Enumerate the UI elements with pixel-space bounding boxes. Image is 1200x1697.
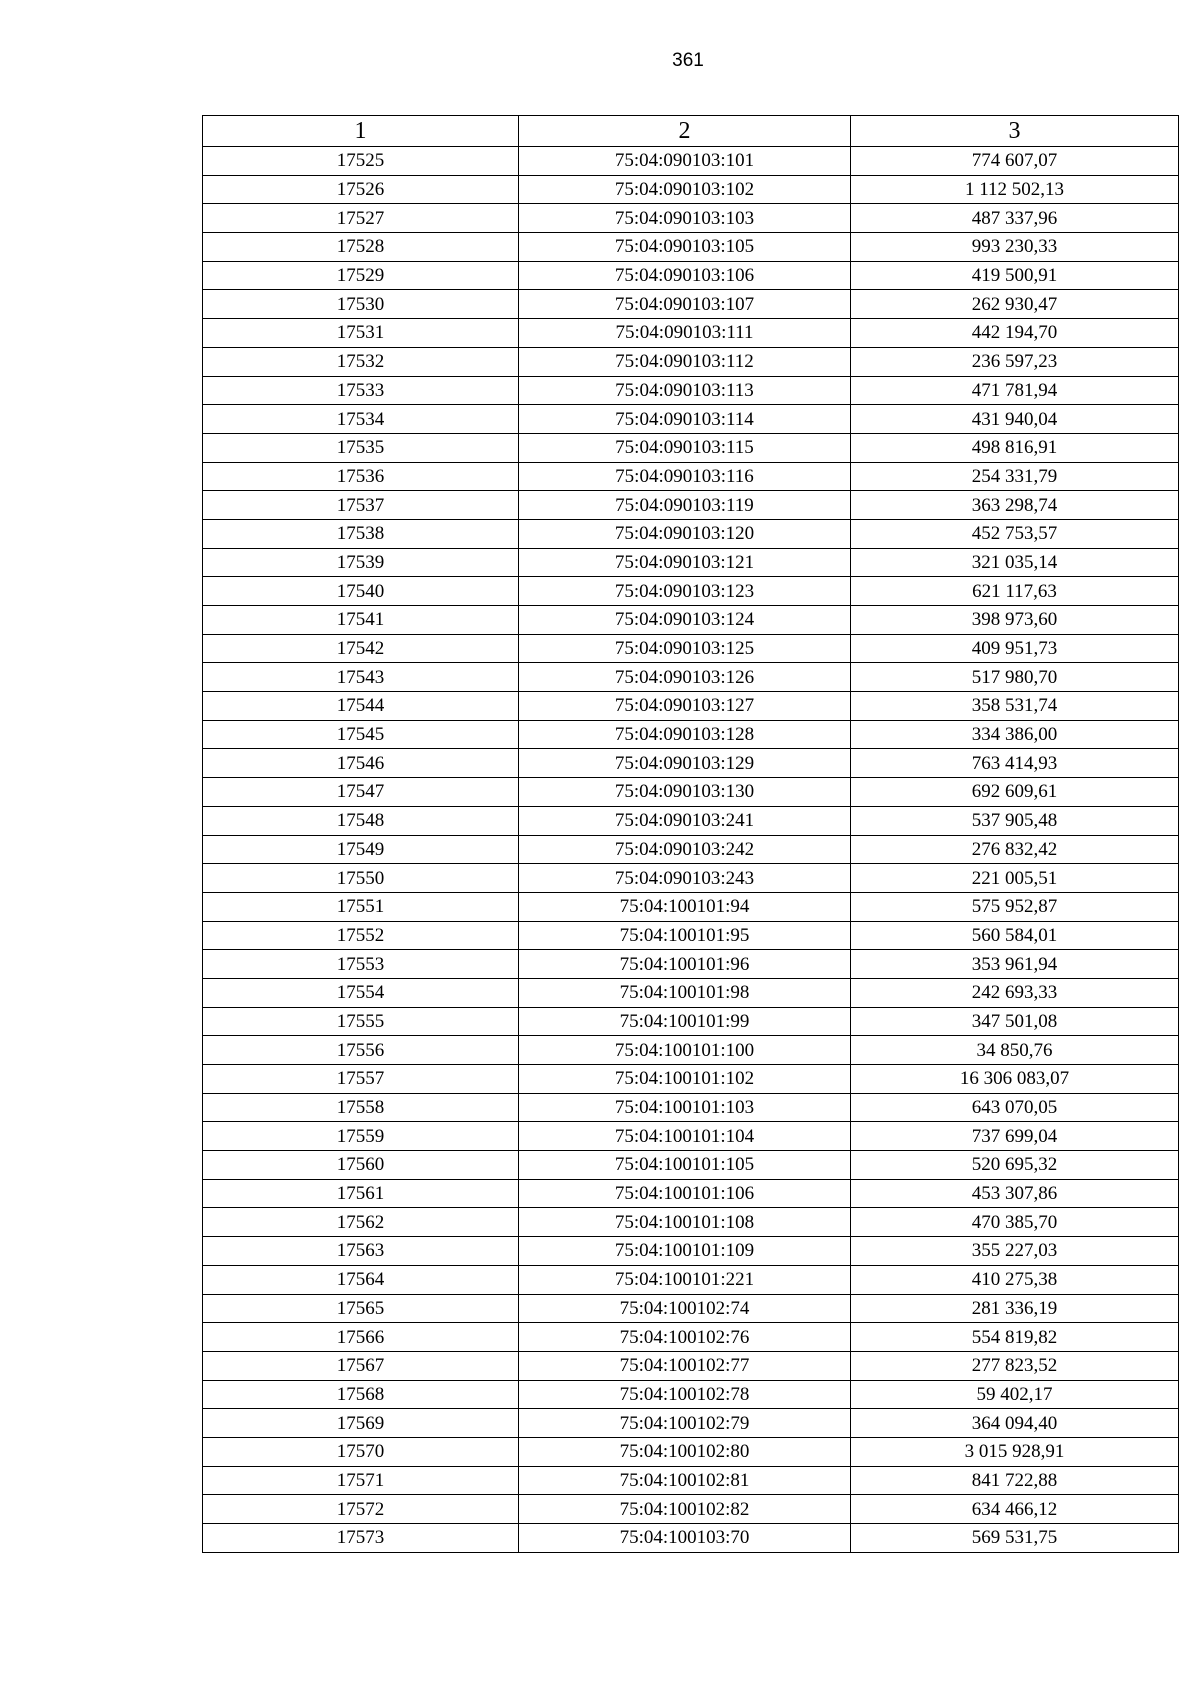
cadastral-number-cell: 75:04:090103:128 [519, 720, 851, 749]
row-number-cell: 17545 [203, 720, 519, 749]
cadastral-number-cell: 75:04:100101:102 [519, 1065, 851, 1094]
value-cell: 621 117,63 [851, 577, 1179, 606]
row-number-cell: 17543 [203, 663, 519, 692]
value-cell: 453 307,86 [851, 1179, 1179, 1208]
cadastral-number-cell: 75:04:100101:106 [519, 1179, 851, 1208]
value-cell: 470 385,70 [851, 1208, 1179, 1237]
value-cell: 262 930,47 [851, 290, 1179, 319]
table-row [203, 634, 1179, 663]
cadastral-number-cell: 75:04:090103:243 [519, 864, 851, 893]
table-row [203, 1294, 1179, 1323]
value-cell: 254 331,79 [851, 462, 1179, 491]
value-cell: 517 980,70 [851, 663, 1179, 692]
table-row [203, 1151, 1179, 1180]
row-number-cell: 17551 [203, 892, 519, 921]
row-number-cell: 17567 [203, 1351, 519, 1380]
value-cell: 277 823,52 [851, 1351, 1179, 1380]
value-cell: 242 693,33 [851, 978, 1179, 1007]
table-row [203, 1437, 1179, 1466]
cadastral-number-cell: 75:04:090103:114 [519, 405, 851, 434]
value-cell: 643 070,05 [851, 1093, 1179, 1122]
value-cell: 34 850,76 [851, 1036, 1179, 1065]
table-header-row [203, 116, 1179, 147]
cadastral-number-cell: 75:04:090103:112 [519, 347, 851, 376]
value-cell: 363 298,74 [851, 491, 1179, 520]
row-number-cell: 17534 [203, 405, 519, 434]
value-cell: 347 501,08 [851, 1007, 1179, 1036]
row-number-cell: 17565 [203, 1294, 519, 1323]
cadastral-number-cell: 75:04:090103:119 [519, 491, 851, 520]
table-row [203, 1409, 1179, 1438]
row-number-cell: 17535 [203, 433, 519, 462]
row-number-cell: 17538 [203, 519, 519, 548]
cadastral-number-cell: 75:04:090103:113 [519, 376, 851, 405]
table-row [203, 204, 1179, 233]
value-cell: 487 337,96 [851, 204, 1179, 233]
table-row [203, 749, 1179, 778]
row-number-cell: 17528 [203, 233, 519, 262]
row-number-cell: 17546 [203, 749, 519, 778]
table-row [203, 233, 1179, 262]
row-number-cell: 17558 [203, 1093, 519, 1122]
page-number: 361 [672, 50, 704, 71]
table-row [203, 261, 1179, 290]
row-number-cell: 17550 [203, 864, 519, 893]
row-number-cell: 17537 [203, 491, 519, 520]
row-number-cell: 17539 [203, 548, 519, 577]
cadastral-number-cell: 75:04:100101:109 [519, 1237, 851, 1266]
cadastral-number-cell: 75:04:090103:101 [519, 147, 851, 176]
value-cell: 281 336,19 [851, 1294, 1179, 1323]
cadastral-number-cell: 75:04:100101:105 [519, 1151, 851, 1180]
cadastral-number-cell: 75:04:090103:105 [519, 233, 851, 262]
cadastral-number-cell: 75:04:100101:95 [519, 921, 851, 950]
value-cell: 355 227,03 [851, 1237, 1179, 1266]
cadastral-number-cell: 75:04:090103:116 [519, 462, 851, 491]
row-number-cell: 17573 [203, 1524, 519, 1553]
value-cell: 419 500,91 [851, 261, 1179, 290]
cadastral-number-cell: 75:04:100102:76 [519, 1323, 851, 1352]
cadastral-number-cell: 75:04:100101:99 [519, 1007, 851, 1036]
table-row [203, 376, 1179, 405]
table-row [203, 1122, 1179, 1151]
cadastral-number-cell: 75:04:090103:107 [519, 290, 851, 319]
cadastral-number-cell: 75:04:100101:100 [519, 1036, 851, 1065]
cadastral-number-cell: 75:04:090103:129 [519, 749, 851, 778]
table-row [203, 1007, 1179, 1036]
value-cell: 520 695,32 [851, 1151, 1179, 1180]
cadastral-number-cell: 75:04:100101:94 [519, 892, 851, 921]
cadastral-number-cell: 75:04:100102:77 [519, 1351, 851, 1380]
value-cell: 452 753,57 [851, 519, 1179, 548]
cadastral-number-cell: 75:04:100102:82 [519, 1495, 851, 1524]
row-number-cell: 17569 [203, 1409, 519, 1438]
table-row [203, 806, 1179, 835]
table-row [203, 319, 1179, 348]
table-row [203, 892, 1179, 921]
value-cell: 692 609,61 [851, 778, 1179, 807]
column-header-1: 1 [203, 116, 519, 147]
value-cell: 276 832,42 [851, 835, 1179, 864]
column-header-3: 3 [851, 116, 1179, 147]
row-number-cell: 17568 [203, 1380, 519, 1409]
row-number-cell: 17548 [203, 806, 519, 835]
row-number-cell: 17547 [203, 778, 519, 807]
row-number-cell: 17570 [203, 1437, 519, 1466]
row-number-cell: 17541 [203, 606, 519, 635]
table-body [203, 147, 1179, 1553]
value-cell: 763 414,93 [851, 749, 1179, 778]
value-cell: 442 194,70 [851, 319, 1179, 348]
cadastral-number-cell: 75:04:100102:80 [519, 1437, 851, 1466]
value-cell: 554 819,82 [851, 1323, 1179, 1352]
row-number-cell: 17561 [203, 1179, 519, 1208]
value-cell: 498 816,91 [851, 433, 1179, 462]
table-row [203, 1323, 1179, 1352]
table-row [203, 462, 1179, 491]
row-number-cell: 17564 [203, 1265, 519, 1294]
cadastral-number-cell: 75:04:100102:81 [519, 1466, 851, 1495]
row-number-cell: 17571 [203, 1466, 519, 1495]
cadastral-number-cell: 75:04:100101:103 [519, 1093, 851, 1122]
value-cell: 569 531,75 [851, 1524, 1179, 1553]
table-row [203, 147, 1179, 176]
row-number-cell: 17533 [203, 376, 519, 405]
row-number-cell: 17557 [203, 1065, 519, 1094]
table-row [203, 519, 1179, 548]
row-number-cell: 17531 [203, 319, 519, 348]
table-row [203, 1036, 1179, 1065]
cadastral-number-cell: 75:04:090103:127 [519, 692, 851, 721]
table-row [203, 1351, 1179, 1380]
cadastral-number-cell: 75:04:100101:221 [519, 1265, 851, 1294]
table-row [203, 347, 1179, 376]
cadastral-number-cell: 75:04:090103:103 [519, 204, 851, 233]
table-row [203, 433, 1179, 462]
row-number-cell: 17554 [203, 978, 519, 1007]
cadastral-number-cell: 75:04:100102:79 [519, 1409, 851, 1438]
row-number-cell: 17566 [203, 1323, 519, 1352]
cadastral-number-cell: 75:04:090103:121 [519, 548, 851, 577]
value-cell: 3 015 928,91 [851, 1437, 1179, 1466]
cadastral-number-cell: 75:04:090103:120 [519, 519, 851, 548]
value-cell: 410 275,38 [851, 1265, 1179, 1294]
cadastral-number-cell: 75:04:100101:108 [519, 1208, 851, 1237]
cadastral-number-cell: 75:04:090103:130 [519, 778, 851, 807]
row-number-cell: 17572 [203, 1495, 519, 1524]
table-row [203, 720, 1179, 749]
cadastral-number-cell: 75:04:090103:115 [519, 433, 851, 462]
table-row [203, 864, 1179, 893]
value-cell: 321 035,14 [851, 548, 1179, 577]
table-row [203, 290, 1179, 319]
table-row [203, 1380, 1179, 1409]
table-row [203, 663, 1179, 692]
row-number-cell: 17555 [203, 1007, 519, 1036]
row-number-cell: 17549 [203, 835, 519, 864]
cadastral-number-cell: 75:04:100101:98 [519, 978, 851, 1007]
value-cell: 841 722,88 [851, 1466, 1179, 1495]
row-number-cell: 17529 [203, 261, 519, 290]
value-cell: 364 094,40 [851, 1409, 1179, 1438]
value-cell: 431 940,04 [851, 405, 1179, 434]
row-number-cell: 17527 [203, 204, 519, 233]
cadastral-number-cell: 75:04:090103:106 [519, 261, 851, 290]
table-row [203, 548, 1179, 577]
row-number-cell: 17552 [203, 921, 519, 950]
row-number-cell: 17542 [203, 634, 519, 663]
table-row [203, 1237, 1179, 1266]
row-number-cell: 17553 [203, 950, 519, 979]
cadastral-number-cell: 75:04:090103:102 [519, 175, 851, 204]
table-row [203, 1208, 1179, 1237]
table-row [203, 175, 1179, 204]
cadastral-number-cell: 75:04:100102:78 [519, 1380, 851, 1409]
value-cell: 993 230,33 [851, 233, 1179, 262]
table-row [203, 1495, 1179, 1524]
table-row [203, 1265, 1179, 1294]
registry-table [202, 115, 1179, 1553]
table-row [203, 1093, 1179, 1122]
table-row [203, 778, 1179, 807]
row-number-cell: 17563 [203, 1237, 519, 1266]
table-row [203, 577, 1179, 606]
row-number-cell: 17559 [203, 1122, 519, 1151]
table-row [203, 978, 1179, 1007]
table-row [203, 1524, 1179, 1553]
table-row [203, 835, 1179, 864]
value-cell: 774 607,07 [851, 147, 1179, 176]
cadastral-number-cell: 75:04:090103:125 [519, 634, 851, 663]
table-row [203, 491, 1179, 520]
table-row [203, 692, 1179, 721]
row-number-cell: 17536 [203, 462, 519, 491]
cadastral-number-cell: 75:04:090103:242 [519, 835, 851, 864]
value-cell: 221 005,51 [851, 864, 1179, 893]
row-number-cell: 17532 [203, 347, 519, 376]
table-row [203, 1179, 1179, 1208]
row-number-cell: 17526 [203, 175, 519, 204]
cadastral-number-cell: 75:04:090103:123 [519, 577, 851, 606]
table-row [203, 921, 1179, 950]
value-cell: 1 112 502,13 [851, 175, 1179, 204]
cadastral-number-cell: 75:04:100101:104 [519, 1122, 851, 1151]
row-number-cell: 17544 [203, 692, 519, 721]
row-number-cell: 17525 [203, 147, 519, 176]
value-cell: 409 951,73 [851, 634, 1179, 663]
table-row [203, 1466, 1179, 1495]
value-cell: 353 961,94 [851, 950, 1179, 979]
value-cell: 16 306 083,07 [851, 1065, 1179, 1094]
column-header-2: 2 [519, 116, 851, 147]
row-number-cell: 17556 [203, 1036, 519, 1065]
cadastral-number-cell: 75:04:090103:126 [519, 663, 851, 692]
cadastral-number-cell: 75:04:090103:111 [519, 319, 851, 348]
value-cell: 398 973,60 [851, 606, 1179, 635]
value-cell: 560 584,01 [851, 921, 1179, 950]
value-cell: 334 386,00 [851, 720, 1179, 749]
cadastral-number-cell: 75:04:090103:241 [519, 806, 851, 835]
table-row [203, 405, 1179, 434]
table-row [203, 606, 1179, 635]
cadastral-number-cell: 75:04:100102:74 [519, 1294, 851, 1323]
value-cell: 358 531,74 [851, 692, 1179, 721]
row-number-cell: 17540 [203, 577, 519, 606]
value-cell: 59 402,17 [851, 1380, 1179, 1409]
table-row [203, 950, 1179, 979]
table-row [203, 1065, 1179, 1094]
value-cell: 236 597,23 [851, 347, 1179, 376]
value-cell: 575 952,87 [851, 892, 1179, 921]
cadastral-number-cell: 75:04:100103:70 [519, 1524, 851, 1553]
row-number-cell: 17560 [203, 1151, 519, 1180]
value-cell: 737 699,04 [851, 1122, 1179, 1151]
row-number-cell: 17562 [203, 1208, 519, 1237]
row-number-cell: 17530 [203, 290, 519, 319]
value-cell: 634 466,12 [851, 1495, 1179, 1524]
cadastral-number-cell: 75:04:100101:96 [519, 950, 851, 979]
value-cell: 537 905,48 [851, 806, 1179, 835]
value-cell: 471 781,94 [851, 376, 1179, 405]
cadastral-number-cell: 75:04:090103:124 [519, 606, 851, 635]
